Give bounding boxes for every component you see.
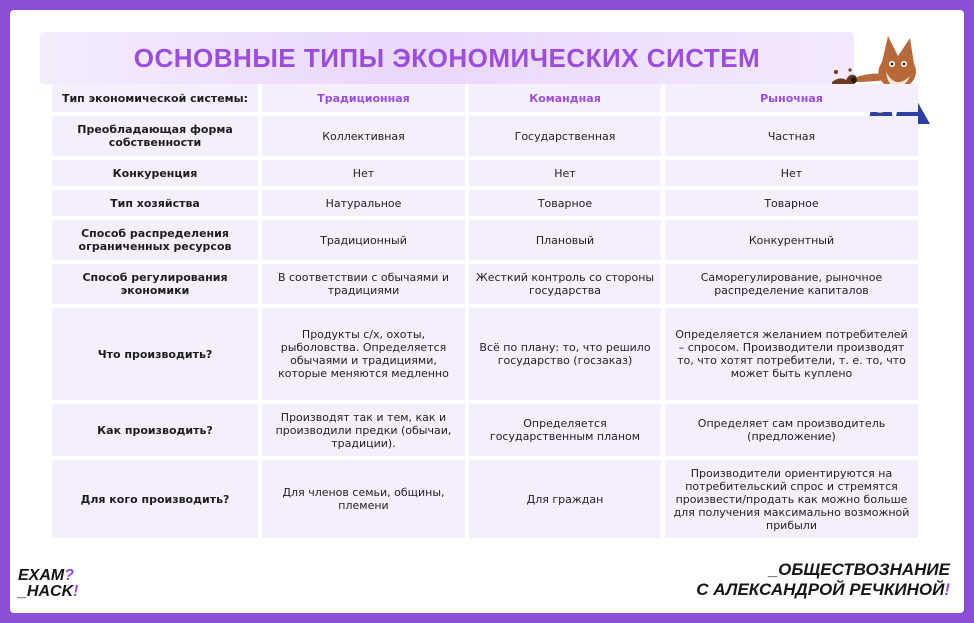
cell: Нет <box>665 160 918 186</box>
row-label: Тип хозяйства <box>52 190 258 216</box>
cell: Натуральное <box>262 190 465 216</box>
table-row <box>52 264 918 304</box>
cell: Частная <box>665 116 918 156</box>
economic-systems-table <box>48 80 922 542</box>
cell: Производители ориентируются на потребительский спрос и стремятся произвести/продать как можно больше для получения максимально возможной прибыли <box>665 460 918 538</box>
row-label: Что производить? <box>52 308 258 400</box>
cell: В соответствии с обычаями и традициями <box>262 264 465 304</box>
cell: Определяется государственным планом <box>469 404 661 456</box>
cell: Определяет сам производитель (предложение) <box>665 404 918 456</box>
card <box>10 10 964 613</box>
cell: Традиционный <box>262 220 465 260</box>
logo-mark-2: ! <box>73 583 79 600</box>
table-header-row <box>52 84 918 112</box>
cell: Нет <box>469 160 661 186</box>
cell: Всё по плану: то, что решило государство (госзаказ) <box>469 308 661 400</box>
course-brand-line-2: С АЛЕКСАНДРОЙ РЕЧКИНОЙ <box>696 580 945 599</box>
course-brand-mark: ! <box>944 580 950 599</box>
cell: Коллективная <box>262 116 465 156</box>
page-title: ОСНОВНЫЕ ТИПЫ ЭКОНОМИЧЕСКИХ СИСТЕМ <box>133 42 761 73</box>
cell: Государственная <box>469 116 661 156</box>
cell: Продукты с/х, охоты, рыболовства. Определяется обычаями и традициями, которые меняются медленно <box>262 308 465 400</box>
logo-line-2: _HACK <box>18 583 74 600</box>
row-label: Преобладающая форма собственности <box>52 116 258 156</box>
row-label: Способ распределения ограниченных ресурсов <box>52 220 258 260</box>
column-traditional: Традиционная <box>262 84 465 112</box>
cell: Для граждан <box>469 460 661 538</box>
logo-line-1: EXAM <box>18 567 65 584</box>
cell: Определяется желанием потребителей – спросом. Производители производят то, что хотят потребители, т. е. то, что может быть куплено <box>665 308 918 400</box>
table-row <box>52 220 918 260</box>
exam-hack-logo <box>18 568 128 608</box>
cell: Товарное <box>469 190 661 216</box>
table-row <box>52 404 918 456</box>
cell: Конкурентный <box>665 220 918 260</box>
header-label: Тип экономической системы: <box>52 84 258 112</box>
row-label: Как производить? <box>52 404 258 456</box>
row-label: Для кого производить? <box>52 460 258 538</box>
table-row <box>52 160 918 186</box>
table-row <box>52 308 918 400</box>
cell: Для членов семьи, общины, племени <box>262 460 465 538</box>
cell: Саморегулирование, рыночное распределение капиталов <box>665 264 918 304</box>
cell: Плановый <box>469 220 661 260</box>
column-command: Командная <box>469 84 661 112</box>
cell: Товарное <box>665 190 918 216</box>
course-brand-line-1: _ОБЩЕСТВОЗНАНИЕ <box>768 560 950 579</box>
course-brand <box>650 560 950 600</box>
table-row <box>52 190 918 216</box>
table-row <box>52 116 918 156</box>
cell: Производят так и тем, как и производили предки (обычаи, традиции). <box>262 404 465 456</box>
cell: Нет <box>262 160 465 186</box>
table-row <box>52 460 918 538</box>
column-market: Рыночная <box>665 84 918 112</box>
cell: Жесткий контроль со стороны государства <box>469 264 661 304</box>
row-label: Конкуренция <box>52 160 258 186</box>
logo-mark-1: ? <box>64 567 75 584</box>
row-label: Способ регулирования экономики <box>52 264 258 304</box>
